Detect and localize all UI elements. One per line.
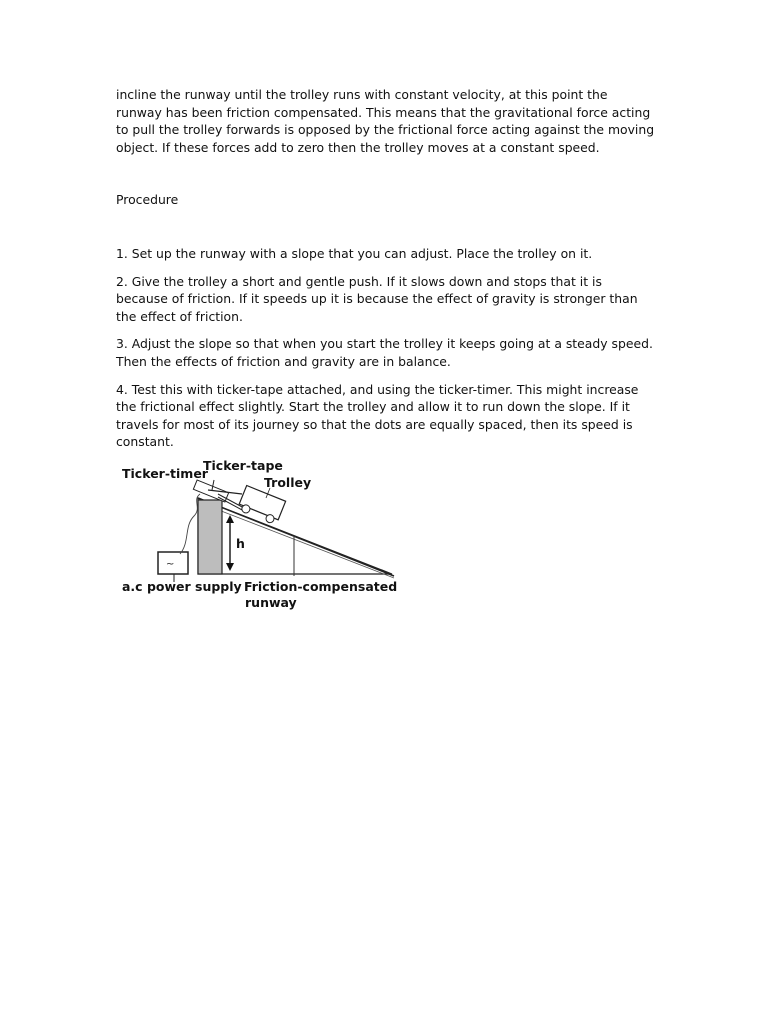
- document-body: [116, 86, 656, 461]
- procedure-step-4: 4. Test this with ticker-tape attached, and using the ticker-timer. This might increase the frictional effect slightly. Start the trolley and allow it to run down the slope. If it travels for most of its journey so that the dots are equally spaced, then its speed is constant.: [116, 381, 639, 450]
- procedure-heading: Procedure: [116, 192, 179, 208]
- trolley-label: Trolley: [264, 475, 312, 490]
- wire-icon: [180, 494, 200, 554]
- ticker-tape-label: Ticker-tape: [203, 458, 283, 473]
- procedure-step-2: 2. Give the trolley a short and gentle push. If it slows down and stops that it is because of friction. If it speeds up it is because the effect of gravity is stronger than the effect of friction.: [116, 273, 638, 324]
- runway-icon: [198, 498, 394, 578]
- svg-text:~: ~: [166, 559, 175, 570]
- intro-paragraph: incline the runway until the trolley runs with constant velocity, at this point the runway has been friction compensated. This means that the gravitational force acting to pull the trolley forwards is opposed by the frictional force acting against the moving object. If these forces add to zero then the trolley moves at a constant speed.: [116, 87, 655, 155]
- support-block-icon: [198, 500, 222, 574]
- diagram-svg: [118, 454, 400, 616]
- runway-label-line2: runway: [245, 595, 297, 610]
- power-supply-icon: [158, 552, 188, 582]
- procedure-step-3: 3. Adjust the slope so that when you start the trolley it keeps going at a steady speed. Then the effects of friction and gravity are in balance.: [116, 336, 653, 369]
- procedure-step-1: 1. Set up the runway with a slope that you can adjust. Place the trolley on it.: [116, 245, 593, 261]
- ticker-timer-label: Ticker-timer: [122, 466, 208, 481]
- power-supply-label: a.c power supply: [122, 579, 242, 594]
- runway-label-line1: Friction-compensated: [244, 579, 398, 594]
- height-label: h: [236, 536, 245, 551]
- friction-compensation-diagram: [118, 454, 400, 616]
